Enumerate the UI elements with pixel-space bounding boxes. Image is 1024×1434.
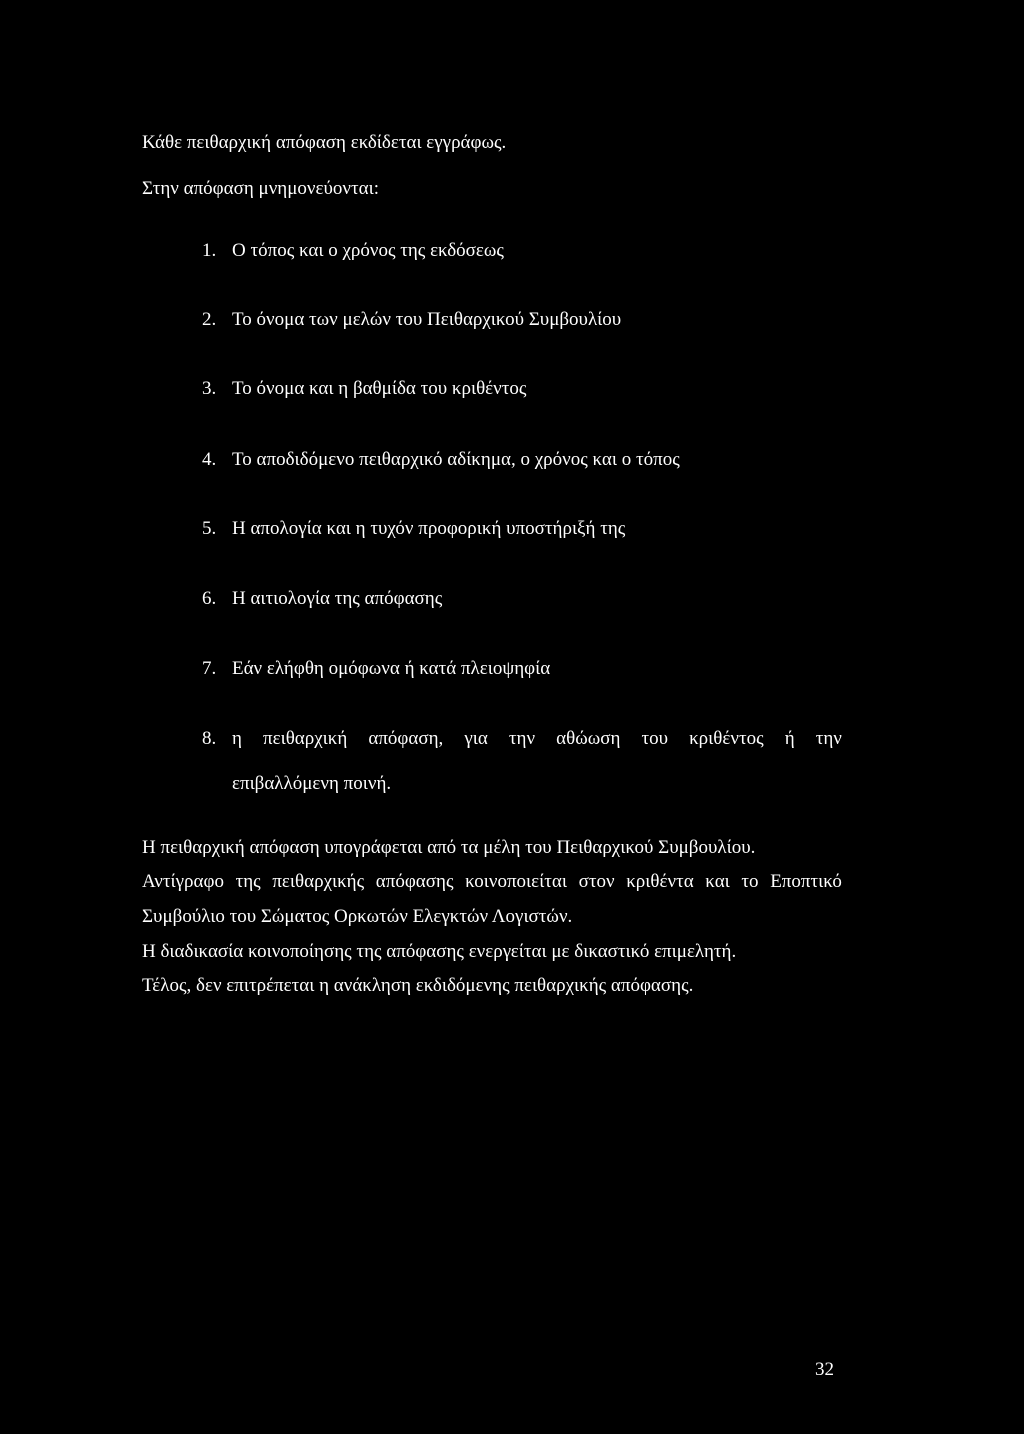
word: το: [741, 871, 759, 892]
word: αθώωση: [556, 728, 621, 749]
list-item: [202, 450, 680, 469]
list-item-number: 1.: [202, 240, 217, 261]
list-item-number: 4.: [202, 449, 217, 470]
closing-paragraph-2: [142, 872, 842, 891]
word: του: [641, 728, 669, 749]
list-item-text: Η αιτιολογία της απόφασης: [232, 588, 443, 609]
word: πειθαρχικής: [272, 871, 365, 892]
intro-line-2: Στην απόφαση μνημονεύονται:: [142, 178, 379, 199]
closing-paragraph-3: Συμβούλιο του Σώματος Ορκωτών Ελεγκτών Λογιστών.: [142, 906, 573, 927]
list-item-text: Εάν ελήφθη ομόφωνα ή κατά πλειοψηφία: [232, 658, 551, 679]
closing-paragraph-5: Τέλος, δεν επιτρέπεται η ανάκληση εκδιδόμενης πειθαρχικής απόφασης.: [142, 975, 694, 996]
word: στον: [578, 871, 615, 892]
list-item: [202, 310, 621, 329]
list-item: [202, 379, 526, 398]
list-item-text: Ο τόπος και ο χρόνος της εκδόσεως: [232, 240, 504, 261]
list-item-text: Το όνομα και η βαθμίδα του κριθέντος: [232, 378, 527, 399]
word: η: [232, 728, 242, 749]
list-item-number: 3.: [202, 378, 217, 399]
word: Αντίγραφο: [142, 871, 224, 892]
word: και: [705, 871, 730, 892]
closing-paragraph-1: Η πειθαρχική απόφαση υπογράφεται από τα μέλη του Πειθαρχικού Συμβουλίου.: [142, 837, 756, 858]
list-item-text: Η απολογία και η τυχόν προφορική υποστήριξή της: [232, 518, 626, 539]
word: Εποπτικό: [770, 871, 842, 892]
word: ή: [784, 728, 795, 749]
word: της: [235, 871, 261, 892]
intro-line-1: Κάθε πειθαρχική απόφαση εκδίδεται εγγράφως.: [142, 132, 507, 153]
list-item-8-line-2: επιβαλλόμενη ποινή.: [232, 773, 392, 794]
word: κριθέντα: [626, 871, 694, 892]
word: απόφαση,: [368, 728, 444, 749]
list-item: [202, 589, 442, 608]
list-item-text: Το αποδιδόμενο πειθαρχικό αδίκημα, ο χρόνος και ο τόπος: [232, 449, 680, 470]
list-item-8-line-1: [232, 729, 842, 748]
list-item: [202, 241, 504, 260]
word: κοινοποιείται: [465, 871, 567, 892]
word: κριθέντος: [689, 728, 764, 749]
list-item-number: 8.: [202, 728, 217, 749]
word: για: [464, 728, 488, 749]
word: την: [815, 728, 842, 749]
list-item-text: Το όνομα των μελών του Πειθαρχικού Συμβουλίου: [232, 309, 622, 330]
word: την: [508, 728, 536, 749]
closing-paragraph-4: Η διαδικασία κοινοποίησης της απόφασης ενεργείται με δικαστικό επιμελητή.: [142, 941, 737, 962]
list-item: [202, 519, 625, 538]
list-item: [202, 659, 550, 678]
list-item-number: 7.: [202, 658, 217, 679]
word: πειθαρχική: [263, 728, 348, 749]
page-number: 32: [815, 1359, 834, 1380]
word: απόφασης: [375, 871, 454, 892]
list-item-number: 6.: [202, 588, 217, 609]
list-item-number: 5.: [202, 518, 217, 539]
list-item-number: 2.: [202, 309, 217, 330]
list-item-8: [202, 729, 842, 793]
